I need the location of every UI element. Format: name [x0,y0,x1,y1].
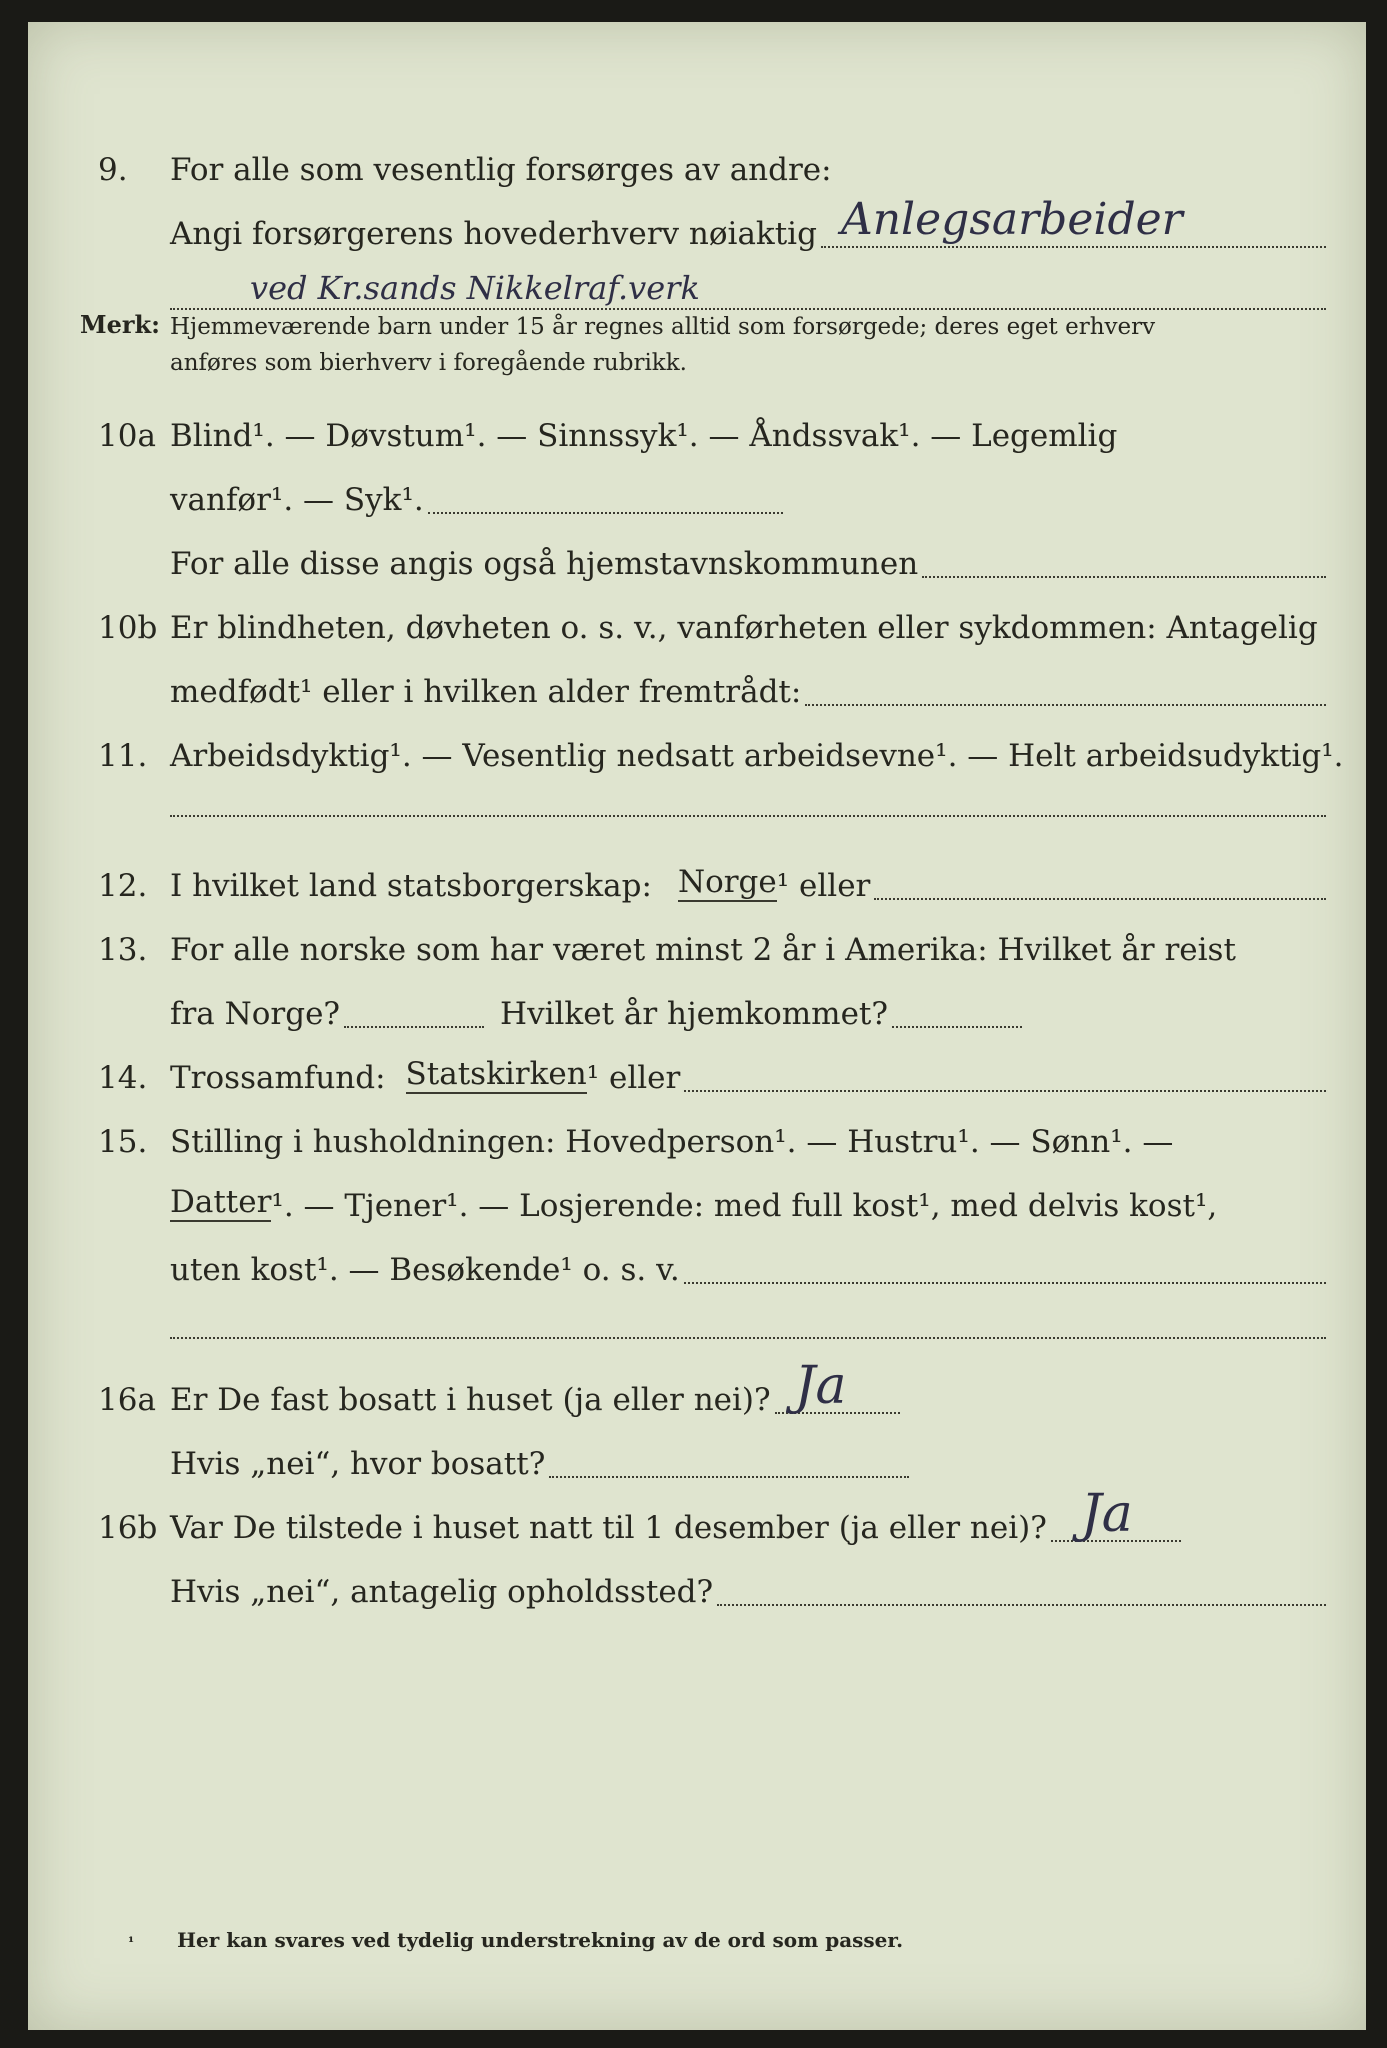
q9-answer-handwritten-2: ved Kr.sands Nikkelraf.verk [250,269,700,307]
q15-answer-underlined: Datter [170,1184,272,1220]
q12-number: 12. [98,868,148,904]
q16a-number: 16a [98,1382,156,1418]
q16b-followup-field[interactable] [717,1603,1326,1606]
q13-left-field[interactable] [344,1025,484,1028]
q16a-answer-field[interactable] [775,1356,900,1416]
q13-number: 13. [98,932,148,968]
q10a-line1 [28,398,1366,458]
q13-question: For alle norske som har været minst 2 år i Amerika: Hvilket år reist [170,932,1236,968]
q12-answer-underlined: Norge [677,864,777,900]
q14-or: ¹ eller [586,1060,681,1096]
q16a-line1 [28,1356,1366,1422]
q13-line2 [28,976,1366,1036]
q16b-answer-field[interactable] [1051,1484,1181,1544]
q11-answer-field[interactable] [170,814,1326,817]
q10a-number: 10a [98,418,156,454]
q11-options: Arbeidsdyktig¹. — Vesentlig nedsatt arbeidsevne¹. — Helt arbeidsudyktig¹. [170,738,1344,774]
q14-other-field[interactable] [684,1089,1326,1092]
q10b-number: 10b [98,610,158,646]
q13-right-field[interactable] [892,1025,1022,1028]
merk-note [170,310,1326,381]
merk-note-line2: anføres som bierhverv i foregående rubrikk. [170,349,687,376]
q16b-question: Var De tilstede i huset natt til 1 desember (ja eller nei)? [170,1510,1047,1546]
q16a-line2 [28,1426,1366,1486]
q15-line2 [28,1168,1366,1228]
q11-number: 11. [98,738,148,774]
q15-options-3: uten kost¹. — Besøkende¹ o. s. v. [170,1252,680,1288]
q10a-line3 [28,526,1366,586]
q16a-question: Er De fast bosatt i huset (ja eller nei)? [170,1382,771,1418]
q9-answer-handwritten: Anlegsarbeider [840,194,1183,245]
q9-answer-field[interactable] [821,194,1326,248]
q14-number: 14. [98,1060,148,1096]
q12-question: I hvilket land statsborgerskap: [170,868,652,904]
q12-line [28,848,1366,908]
q13-line1 [28,912,1366,972]
q10b-line1 [28,590,1366,650]
q10b-answer-field[interactable] [805,703,1326,706]
q16b-line2 [28,1554,1366,1614]
merk-note-line1: Hjemmeværende barn under 15 år regnes alltid som forsørgede; deres eget erhverv [170,314,1156,340]
footnote [128,1928,903,1952]
q16b-followup: Hvis „nei“, antagelig opholdssted? [170,1574,714,1610]
q15-options: Stilling i husholdningen: Hovedperson¹. — Hustru¹. — Sønn¹. — [170,1124,1174,1160]
footnote-text: Her kan svares ved tydelig understrekning av de ord som passer. [177,1928,904,1952]
q13-left-label: fra Norge? [170,996,341,1032]
q14-line [28,1040,1366,1100]
q10b-question-2: medfødt¹ eller i hvilken alder fremtrådt: [170,674,802,710]
q15-line1 [28,1104,1366,1164]
q15-other-field[interactable] [684,1281,1326,1284]
q10b-line2 [28,654,1366,714]
q15-answer-field[interactable] [170,1336,1326,1339]
q15-options-2: ¹. — Tjener¹. — Losjerende: med full kost¹, med delvis kost¹, [271,1188,1218,1224]
q10a-options-2: vanfør¹. — Syk¹. [170,482,424,518]
q13-right-label: Hvilket år hjemkommet? [500,996,889,1032]
q9-line3 [28,258,1366,318]
q12-or: ¹ eller [776,868,871,904]
q10a-sick-field[interactable] [428,511,783,514]
q10a-options: Blind¹. — Døvstum¹. — Sinnssyk¹. — Åndssvak¹. — Legemlig [170,418,1118,454]
merk-label: Merk: [80,310,160,339]
q16b-number: 16b [98,1510,158,1546]
q10b-question: Er blindheten, døvheten o. s. v., vanførheten eller sykdommen: Antagelig [170,610,1318,646]
q10a-home-municipality-label: For alle disse angis også hjemstavnskommunen [170,546,919,582]
census-form-page [28,22,1366,2030]
q11-line1 [28,718,1366,778]
q16a-followup: Hvis „nei“, hvor bosatt? [170,1446,546,1482]
q9-line1 [28,132,1366,192]
q16a-answer-handwritten: Ja [794,1356,847,1416]
q10a-line2 [28,462,1366,522]
q14-answer-underlined: Statskirken [405,1056,587,1092]
q12-other-field[interactable] [874,897,1326,900]
q9-line2 [28,196,1366,256]
q9-question: For alle som vesentlig forsørges av andre: [170,152,832,188]
q16b-line1 [28,1484,1366,1550]
footnote-mark: ¹ [128,1935,135,1951]
q14-question: Trossamfund: [170,1060,386,1096]
q10a-home-municipality-field[interactable] [922,575,1326,578]
q16b-answer-handwritten: Ja [1080,1484,1133,1544]
q9-number: 9. [98,152,128,188]
q16a-followup-field[interactable] [549,1475,909,1478]
q15-number: 15. [98,1124,148,1160]
q9-label: Angi forsørgerens hovederhverv nøiaktig [170,216,817,252]
q15-line3 [28,1232,1366,1292]
